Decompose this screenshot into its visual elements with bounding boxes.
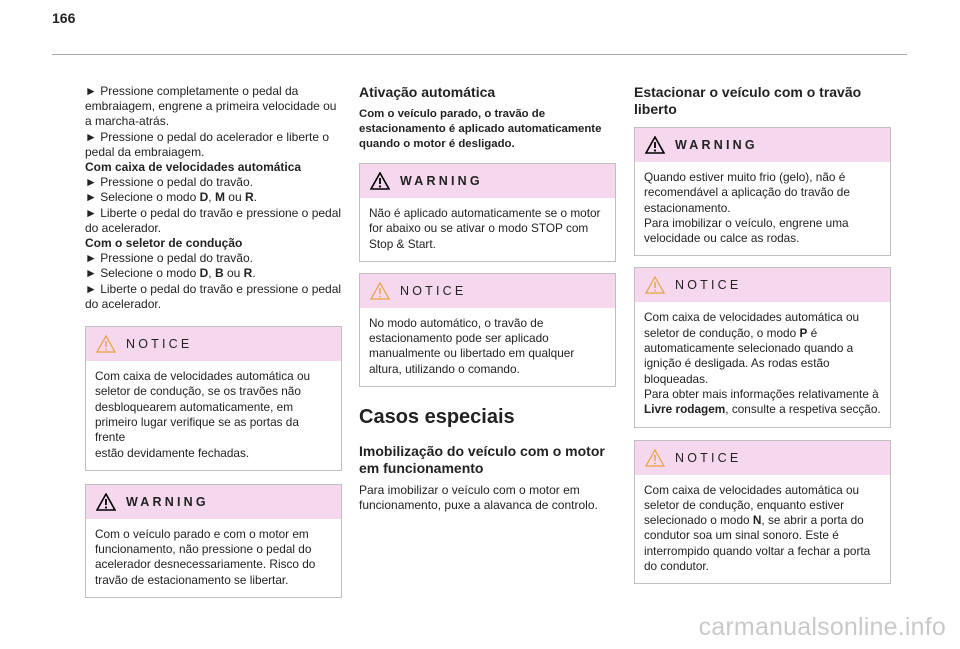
text-line: Com o veículo parado e com o motor em — [95, 526, 309, 541]
column-1 — [85, 84, 342, 598]
text-line: bloqueadas. — [644, 371, 709, 386]
text-line: Livre rodagem, consulte a respetiva secção. — [644, 402, 881, 417]
text-line: seletor de condução, o modo P é — [644, 325, 818, 340]
warning-body — [86, 519, 341, 597]
notice-header — [86, 327, 341, 361]
heading-line: em funcionamento — [359, 460, 484, 477]
warning-header — [360, 164, 615, 198]
text-line: a marcha-atrás. — [85, 114, 170, 129]
text-line: travão de estacionamento se libertar. — [95, 572, 289, 587]
text-line: funcionamento, puxe a alavanca de controlo. — [359, 498, 598, 513]
text-line: acelerador desnecessariamente. Risco do — [95, 557, 316, 572]
text-line: ► Liberte o pedal do travão e pressione o pedal — [85, 205, 342, 220]
notice-triangle-icon — [645, 449, 665, 467]
text-line: automaticamente selecionado quando a — [644, 341, 854, 356]
text-line: Para imobilizar o veículo, engrene uma — [644, 215, 849, 230]
text-line: selecionado o modo N, se abrir a porta do — [644, 513, 864, 528]
warning-triangle-icon — [370, 172, 390, 190]
notice-body — [635, 302, 890, 426]
text-line: ► Liberte o pedal do travão e pressione o pedal — [85, 281, 342, 296]
notice-triangle-icon — [370, 282, 390, 300]
text-line: quando o motor é desligado. — [359, 138, 515, 150]
notice-title: NOTICE — [400, 283, 467, 298]
text-line: Não é aplicado automaticamente se o motor — [369, 206, 601, 220]
text-line: No modo automático, o travão de — [369, 315, 544, 330]
text-line: Para imobilizar o veículo com o motor em — [359, 483, 580, 498]
watermark: carmanualsonline.info — [698, 613, 946, 641]
text-line: estacionamento pode ser aplicado — [369, 331, 549, 346]
park-released-heading — [634, 84, 891, 118]
heading-line: liberto — [634, 101, 677, 117]
warning-box — [359, 163, 616, 262]
drive-selector-heading: Com o seletor de condução — [85, 236, 243, 251]
text-line: Stop & Start. — [369, 236, 436, 251]
text-line: Com caixa de velocidades automática ou — [644, 482, 860, 497]
notice-title: NOTICE — [675, 450, 742, 465]
notice-triangle-icon — [96, 335, 116, 353]
text-line: interrompido quando voltar a fechar a porta — [644, 543, 871, 558]
text-line: estacionamento é aplicado automaticamente — [359, 123, 602, 135]
warning-box — [634, 127, 891, 256]
text-line: do condutor. — [644, 559, 709, 574]
auto-activation-heading: Ativação automática — [359, 84, 496, 100]
text-line: manualmente ou libertado em qualquer — [369, 346, 575, 361]
warning-triangle-icon — [96, 493, 116, 511]
text-line: embraiagem, engrene a primeira velocidade ou — [85, 99, 337, 114]
text-line: desbloquearem automaticamente, em — [95, 399, 294, 414]
notice-box — [634, 440, 891, 585]
text-line: do acelerador. — [85, 296, 162, 311]
warning-title: WARNING — [675, 138, 758, 152]
heading-line: Imobilização do veículo com o motor — [359, 443, 605, 460]
text-line: do acelerador. — [85, 220, 162, 235]
warning-triangle-icon — [645, 136, 665, 154]
text-line: ► Pressione completamente o pedal da — [85, 84, 299, 98]
text-line: Com o veículo parado, o travão de — [359, 108, 546, 120]
text-line: condutor soa um sinal sonoro. Este é — [644, 528, 839, 543]
header-rule — [52, 54, 907, 55]
immobilization-heading — [359, 443, 616, 477]
column-3 — [634, 84, 891, 584]
notice-box — [85, 326, 342, 471]
page-number: 166 — [52, 10, 76, 26]
warning-header — [635, 128, 890, 162]
text-line: estão devidamente fechadas. — [95, 445, 250, 460]
auto-activation-lead — [359, 107, 616, 152]
text-line: Para obter mais informações relativamente à — [644, 386, 879, 401]
notice-title: NOTICE — [675, 278, 742, 293]
text-line: ► Pressione o pedal do travão. — [85, 251, 253, 266]
text-line: Com caixa de velocidades automática ou — [95, 369, 311, 384]
notice-triangle-icon — [645, 276, 665, 294]
warning-box — [85, 484, 342, 598]
warning-title: WARNING — [126, 494, 209, 509]
warning-body — [635, 162, 890, 255]
auto-gearbox-heading: Com caixa de velocidades automática — [85, 160, 302, 175]
notice-header — [635, 268, 890, 302]
text-line: recomendável a aplicação do travão de — [644, 185, 850, 200]
warning-header — [86, 485, 341, 519]
text-line: altura, utilizando o comando. — [369, 361, 520, 376]
text-line: Quando estiver muito frio (gelo), não é — [644, 170, 846, 184]
text-line: ► Pressione o pedal do travão. — [85, 175, 253, 190]
text-line: seletor de condução, se os travões não — [95, 384, 301, 399]
text-line: ignição é desligada. As rodas estão — [644, 356, 830, 371]
special-cases-title: Casos especiais — [359, 406, 515, 429]
text-line: primeiro lugar verifique se as portas da frente — [95, 414, 299, 445]
mode-line: ► Selecione o modo D, B ou R. — [85, 266, 256, 281]
manual-steps — [85, 84, 342, 312]
warning-title: WARNING — [400, 174, 483, 188]
text-line: funcionamento, não pressione o pedal do — [95, 542, 312, 557]
text-line: pedal da embraiagem. — [85, 144, 205, 159]
text-line: Com caixa de velocidades automática ou — [644, 310, 860, 325]
column-2 — [359, 84, 616, 513]
notice-header — [360, 274, 615, 308]
notice-body — [635, 475, 890, 584]
warning-body — [360, 198, 615, 261]
notice-box — [634, 267, 891, 427]
text-line: estacionamento. — [644, 200, 731, 215]
text-line: seletor de condução, enquanto estiver — [644, 497, 845, 512]
notice-body — [86, 361, 341, 470]
text-line: for abaixo ou se ativar o modo STOP com — [369, 221, 589, 236]
notice-header — [635, 441, 890, 475]
notice-title: NOTICE — [126, 337, 193, 352]
mode-line: ► Selecione o modo D, M ou R. — [85, 190, 257, 205]
text-line: velocidade ou calce as rodas. — [644, 231, 800, 246]
immobilization-text — [359, 483, 616, 513]
notice-box — [359, 273, 616, 387]
heading-line: Estacionar o veículo com o travão — [634, 84, 862, 100]
notice-body — [360, 308, 615, 386]
text-line: ► Pressione o pedal do acelerador e liberte o — [85, 129, 330, 144]
